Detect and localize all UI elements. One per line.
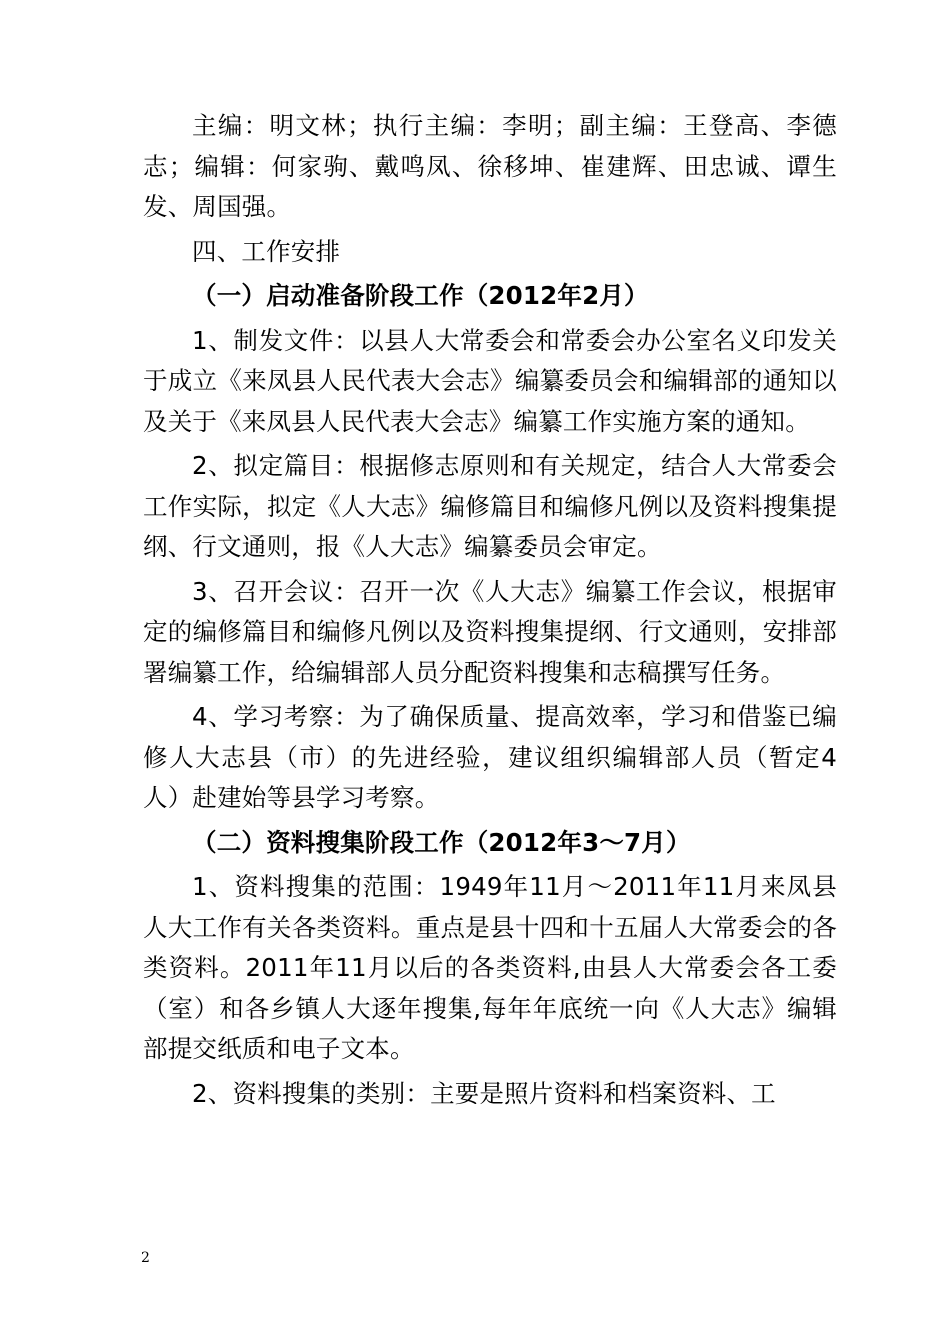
page-number: 2 xyxy=(141,1250,150,1266)
section-heading-work-arrangement: 四、工作安排 xyxy=(192,236,341,266)
paragraph-collection-categories: 2、资料搜集的类别：主要是照片资料和档案资料、工 xyxy=(192,1078,776,1108)
paragraph-draft-outline: 2、拟定篇目：根据修志原则和有关规定，结合人大常委会工作实际，拟定《人大志》编修篇目和编修凡例以及资料搜集提纲、行文通则，报《人大志》编纂委员会审定。 xyxy=(143,451,837,561)
paragraph-collection-scope: 1、资料搜集的范围：1949年11月～2011年11月来凤县人大工作有关各类资料。重点是县十四和十五届人大常委会的各类资料。2011年11月以后的各类资料,由县人大常委会各工委（室）和各乡镇人大逐年搜集,每年年底统一向《人大志》编辑部提交纸质和电子文本。 xyxy=(143,872,837,1063)
paragraph-study-visit: 4、学习考察：为了确保质量、提高效率，学习和借鉴已编修人大志县（市）的先进经验，建议组织编辑部人员（暂定4人）赴建始等县学习考察。 xyxy=(143,702,837,812)
paragraph-issue-documents: 1、制发文件：以县人大常委会和常委会办公室名义印发关于成立《来凤县人民代表大会志》编纂委员会和编辑部的通知以及关于《来凤县人民代表大会志》编纂工作实施方案的通知。 xyxy=(143,325,837,436)
subsection-heading-startup: （一）启动准备阶段工作（2012年2月） xyxy=(192,281,649,310)
subsection-heading-data-collection: （二）资料搜集阶段工作（2012年3～7月） xyxy=(192,827,691,857)
document-body xyxy=(143,106,837,1118)
paragraph-hold-meeting: 3、召开会议：召开一次《人大志》编纂工作会议，根据审定的编修篇目和编修凡例以及资料搜集提纲、行文通则，安排部署编纂工作，给编辑部人员分配资料搜集和志稿撰写任务。 xyxy=(143,576,837,687)
paragraph-editors: 主编：明文林；执行主编：李明；副主编：王登高、李德志；编辑：何家驹、戴鸣凤、徐移坤、崔建辉、田忠诚、谭生发、周国强。 xyxy=(143,111,837,221)
